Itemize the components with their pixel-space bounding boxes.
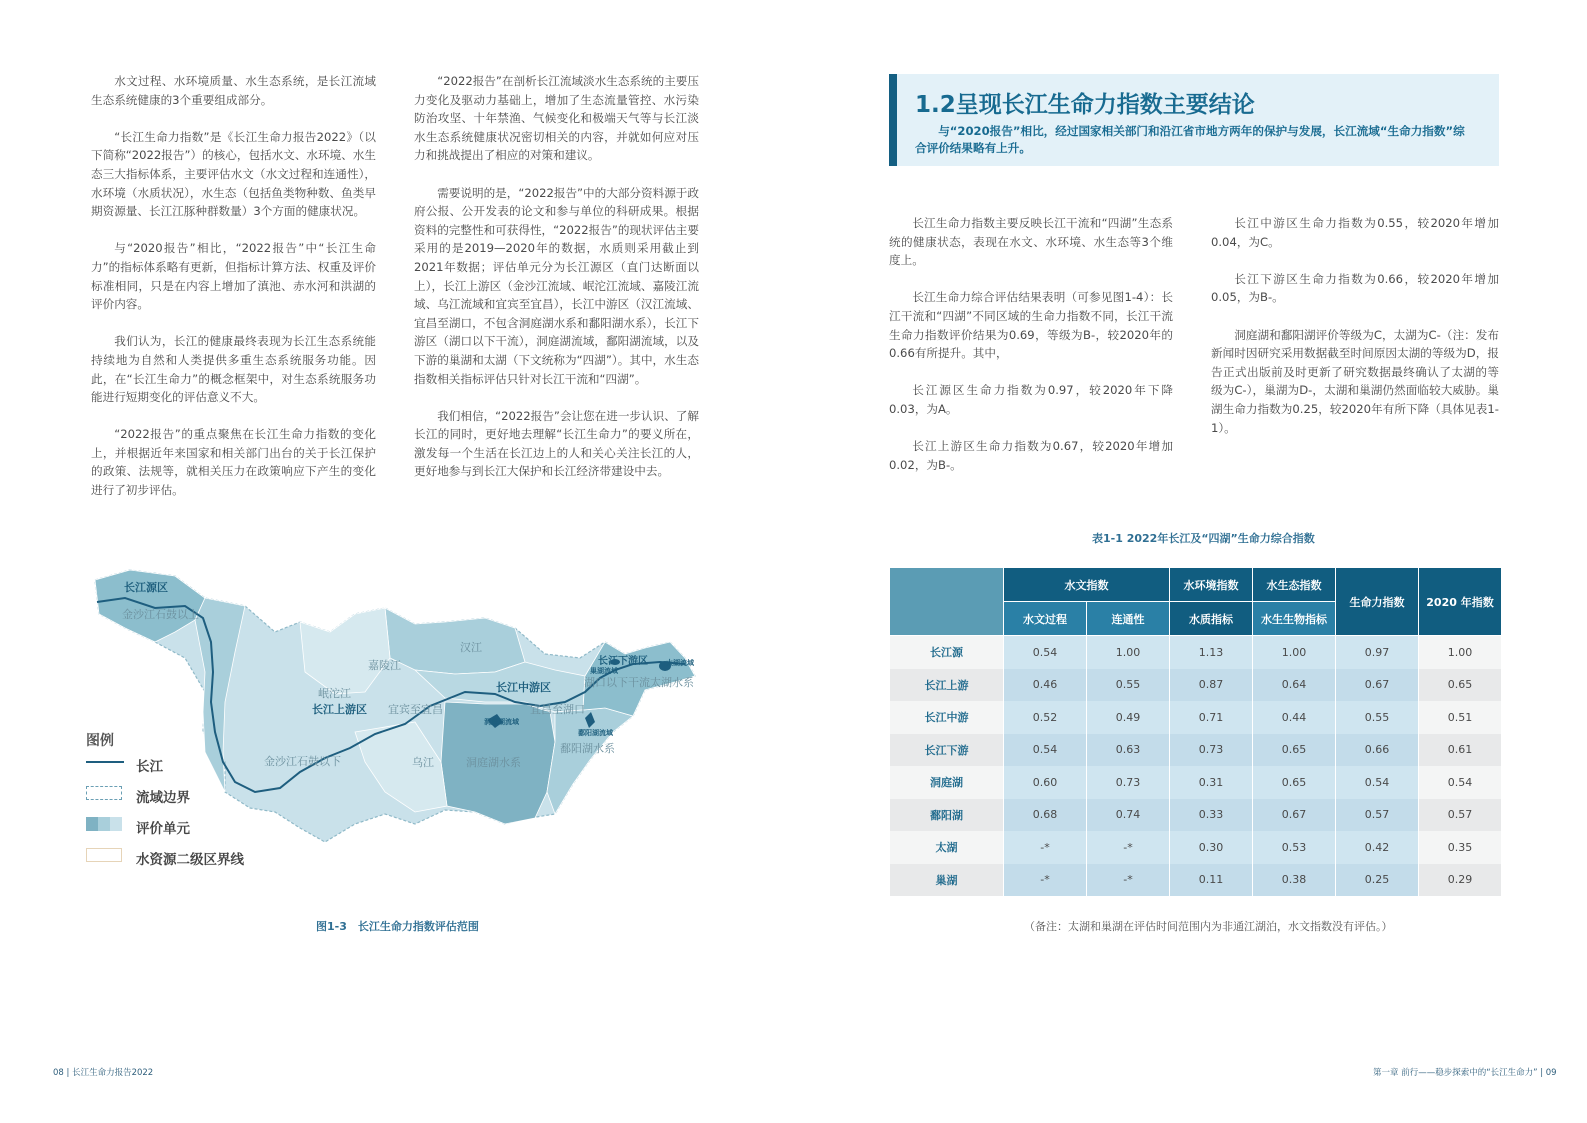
cell: 0.33 — [1170, 799, 1253, 832]
table-row — [890, 669, 1502, 702]
cell: 0.54 — [1336, 766, 1419, 799]
cell: 1.00 — [1253, 636, 1336, 669]
cell: 0.66 — [1336, 734, 1419, 767]
cell: 0.71 — [1170, 701, 1253, 734]
left-text-column-2 — [414, 72, 699, 500]
paragraph: 长江生命力综合评估结果表明（可参见图1-4）：长江干流和“四湖”不同区域的生命力指数不同，长江干流生命力指数评价结果为0.69，等级为B-，较2020年的0.66有所提升。其中， — [889, 290, 1173, 361]
map-label: 湖口以下干流 — [584, 676, 650, 689]
map-label: 宜宾至宜昌 — [388, 703, 443, 716]
han-region — [385, 608, 525, 674]
legend-item-unit — [86, 817, 346, 837]
row-name: 长江源 — [890, 636, 1004, 669]
table-row — [890, 636, 1502, 669]
cell: 0.67 — [1336, 669, 1419, 702]
cell: 0.65 — [1419, 669, 1502, 702]
row-name: 长江下游 — [890, 734, 1004, 767]
left-footer: 08 | 长江生命力报告2022 — [53, 1068, 154, 1078]
cell: 0.53 — [1253, 831, 1336, 864]
secondary-boundary-icon — [86, 848, 122, 862]
column-group-header: 水环境指数 — [1170, 568, 1253, 602]
cell: 0.52 — [1004, 701, 1087, 734]
column-subheader: 连通性 — [1087, 602, 1170, 636]
paragraph: 长江下游区生命力指数为0.66，较2020年增加0.05，为B-。 — [1211, 271, 1499, 305]
legend-title: 图例 — [86, 733, 114, 749]
cell: 0.61 — [1419, 734, 1502, 767]
paragraph: “长江生命力指数”是《长江生命力报告2022》（以下简称“2022报告”）的核心，包括水文、水环境、水生态三大指标体系，主要评估水文（水文过程和连通性），水环境（水质状况），水生态（包括鱼类物种数、鱼类早期资源量、长江江豚种群数量）3个方面的健康状况。 — [91, 129, 376, 219]
paragraph: 长江源区生命力指数为0.97，较2020年下降0.03，为A。 — [889, 383, 1173, 416]
map-label: 岷沱江 — [318, 687, 351, 700]
table-caption: 表1-1 2022年长江及“四湖”生命力综合指数 — [1092, 532, 1315, 545]
cell: -* — [1004, 864, 1087, 897]
cell: 0.74 — [1087, 799, 1170, 832]
cell: 0.25 — [1336, 864, 1419, 897]
cell: 0.87 — [1170, 669, 1253, 702]
map-label: 长江下游区 — [598, 656, 648, 667]
legend-label: 长江 — [136, 759, 163, 775]
map-label: 金沙江石鼓以下 — [264, 755, 341, 768]
cell: 1.00 — [1419, 636, 1502, 669]
cell: 0.31 — [1170, 766, 1253, 799]
map-label: 长江源区 — [124, 581, 168, 594]
table-row — [890, 799, 1502, 832]
cell: 0.51 — [1419, 701, 1502, 734]
section-subtitle: 与“2020报告”相比，经过国家相关部门和沿江省市地方两年的保护与发展，长江流域“生命力指数”综合评价结果略有上升。 — [915, 124, 1465, 155]
right-text-column-2 — [1211, 214, 1499, 456]
column-subheader: 水文过程 — [1004, 602, 1087, 636]
row-name: 巢湖 — [890, 864, 1004, 897]
map-label: 乌江 — [412, 756, 434, 769]
legend-label: 水资源二级区界线 — [136, 852, 244, 868]
cell: 0.57 — [1419, 799, 1502, 832]
cell: -* — [1087, 864, 1170, 897]
table-row — [890, 766, 1502, 799]
cell: 0.54 — [1004, 734, 1087, 767]
cell: 0.64 — [1253, 669, 1336, 702]
cell: 1.13 — [1170, 636, 1253, 669]
cell: 0.55 — [1336, 701, 1419, 734]
table-row — [890, 701, 1502, 734]
row-name: 洞庭湖 — [890, 766, 1004, 799]
paragraph: “2022报告”在剖析长江流域淡水生态系统的主要压力变化及驱动力基础上，增加了生态流量管控、水污染防治攻坚、十年禁渔、气候变化和极端天气等与长江淡水生态系统健康状况密切相关的内容，并就如何应对压力和挑战提出了相应的对策和建议。 — [414, 74, 699, 163]
paragraph: 我们认为，长江的健康最终表现为长江生态系统能持续地为自然和人类提供多重生态系统服务功能。因此，在“长江生命力”的概念框架中，对生态系统服务功能进行短期变化的评估意义不大。 — [91, 334, 376, 405]
cell: 0.65 — [1253, 766, 1336, 799]
map-label: 汉江 — [460, 641, 482, 654]
map-label: 嘉陵江 — [368, 659, 401, 672]
table-note: （备注：太湖和巢湖在评估时间范围内为非通江湖泊，水文指数没有评估。） — [1024, 920, 1393, 933]
map-label: 金沙江石鼓以上 — [122, 608, 199, 621]
map-label: 长江上游区 — [312, 703, 367, 716]
cell: 0.73 — [1087, 766, 1170, 799]
paragraph: 需要说明的是，“2022报告”中的大部分资料源于政府公报、公开发表的论文和参与单位的科研成果。根据资料的完整性和可获得性，“2022报告”的现状评估主要采用的是2019—2020年的数据，水质则采用截止到2021年数据；评估单元分为长江源区（直门达断面以上），长江上游区（金沙江流域、岷沱江流域、嘉陵江流域、乌江流域和宜宾至宜昌），长江中游区（汉江流域、宜昌至湖口，不包含洞庭湖水系和鄱阳湖水系），长江下游区（湖口以下干流），洞庭湖流域，鄱阳湖流域，以及下游的巢湖和太湖（下文统称为“四湖”）。其中，水生态指数相关指标评估只针对长江干流和“四湖”。 — [414, 185, 699, 386]
cell: 0.63 — [1087, 734, 1170, 767]
paragraph: 与“2020报告”相比，“2022报告”中“长江生命力”的指标体系略有更新，但指标计算方法、权重及评价标准相同，只是在内容上增加了滇池、赤水河和洪湖的评价内容。 — [91, 241, 376, 312]
cell: 0.35 — [1419, 831, 1502, 864]
row-name: 鄱阳湖 — [890, 799, 1004, 832]
map-label: 长江中游区 — [496, 681, 551, 694]
unit-swatch-icon — [86, 817, 122, 831]
cell: 1.00 — [1087, 636, 1170, 669]
column-header: 生命力指数 — [1336, 568, 1419, 636]
cell: 0.54 — [1419, 766, 1502, 799]
paragraph: 长江中游区生命力指数为0.55，较2020年增加0.04，为C。 — [1211, 216, 1499, 249]
cell: 0.97 — [1336, 636, 1419, 669]
cell: 0.67 — [1253, 799, 1336, 832]
cell: 0.54 — [1004, 636, 1087, 669]
column-group-header: 水文指数 — [1004, 568, 1170, 602]
paragraph: 长江上游区生命力指数为0.67，较2020年增加0.02，为B-。 — [889, 439, 1173, 472]
cell: 0.68 — [1004, 799, 1087, 832]
legend-item-boundary — [86, 786, 346, 806]
row-name: 长江中游 — [890, 701, 1004, 734]
paragraph: 水文过程、水环境质量、水生态系统，是长江流域生态系统健康的3个重要组成部分。 — [91, 74, 376, 107]
column-subheader: 水生生物指标 — [1253, 602, 1336, 636]
map-label: 鄱阳湖水系 — [560, 742, 615, 755]
cell: 0.30 — [1170, 831, 1253, 864]
legend-label: 流域边界 — [136, 790, 190, 806]
map-label: 洞庭湖水系 — [466, 756, 521, 769]
right-text-column-1 — [889, 214, 1173, 493]
cell: 0.57 — [1336, 799, 1419, 832]
table-row — [890, 831, 1502, 864]
heading-accent-bar — [889, 74, 897, 166]
map-label: 巢湖流域 — [590, 667, 618, 675]
table-corner-header — [890, 568, 1004, 636]
section-title: 1.2呈现长江生命力指数主要结论 — [915, 92, 1255, 118]
cell: 0.73 — [1170, 734, 1253, 767]
row-name: 长江上游 — [890, 669, 1004, 702]
column-subheader: 水质指标 — [1170, 602, 1253, 636]
map-label: 洞庭湖流域 — [484, 718, 519, 726]
life-index-table — [889, 567, 1502, 896]
cell: -* — [1087, 831, 1170, 864]
section-heading-box — [889, 74, 1499, 166]
map-label: 太湖流域 — [666, 659, 694, 667]
cell: 0.11 — [1170, 864, 1253, 897]
paragraph: 长江生命力指数主要反映长江干流和“四湖”生态系统的健康状态，表现在水文、水环境、水生态等3个维度上。 — [889, 216, 1173, 268]
cell: 0.60 — [1004, 766, 1087, 799]
cell: -* — [1004, 831, 1087, 864]
left-text-column-1 — [91, 72, 376, 518]
column-group-header: 水生态指数 — [1253, 568, 1336, 602]
paragraph: “2022报告”的重点聚焦在长江生命力指数的变化上，并根据近年来国家和相关部门出台的关于长江保护的政策、法规等，就相关压力在政策响应下产生的变化进行了初步评估。 — [91, 427, 376, 498]
cell: 0.38 — [1253, 864, 1336, 897]
cell: 0.29 — [1419, 864, 1502, 897]
cell: 0.65 — [1253, 734, 1336, 767]
map-label: 鄱阳湖流域 — [578, 729, 613, 737]
map-label: 太湖水系 — [650, 676, 694, 689]
cell: 0.55 — [1087, 669, 1170, 702]
river-line-icon — [86, 761, 124, 763]
table-row — [890, 864, 1502, 897]
legend-item-secondary — [86, 848, 346, 868]
row-name: 太湖 — [890, 831, 1004, 864]
paragraph: 洞庭湖和鄱阳湖评价等级为C，太湖为C-（注：发布新闻时因研究采用数据截至时间原因太湖的等级为D，报告正式出版前及时更新了研究数据最终确认了太湖的等级为C-），巢湖为D-，太湖和巢湖仍然面临较大威胁。巢湖生命力指数为0.25，较2020年有所下降（具体见表1-1）。 — [1211, 327, 1499, 435]
paragraph: 我们相信，“2022报告”会让您在进一步认识、了解长江的同时，更好地去理解“长江生命力”的要义所在，激发每一个生活在长江边上的人和关心关注长江的人，更好地参与到长江大保护和长江经济带建设中去。 — [414, 408, 699, 479]
map-label: 宜昌至湖口 — [530, 703, 585, 716]
legend-item-river — [86, 755, 346, 775]
legend-label: 评价单元 — [136, 821, 190, 837]
cell: 0.46 — [1004, 669, 1087, 702]
cell: 0.42 — [1336, 831, 1419, 864]
cell: 0.44 — [1253, 701, 1336, 734]
table-row — [890, 734, 1502, 767]
cell: 0.49 — [1087, 701, 1170, 734]
map-caption: 图1-3 长江生命力指数评估范围 — [316, 920, 479, 933]
right-footer: 第一章 前行——稳步探索中的“长江生命力” | 09 — [1373, 1068, 1557, 1078]
dashed-boundary-icon — [86, 786, 122, 800]
column-header: 2020 年指数 — [1419, 568, 1502, 636]
